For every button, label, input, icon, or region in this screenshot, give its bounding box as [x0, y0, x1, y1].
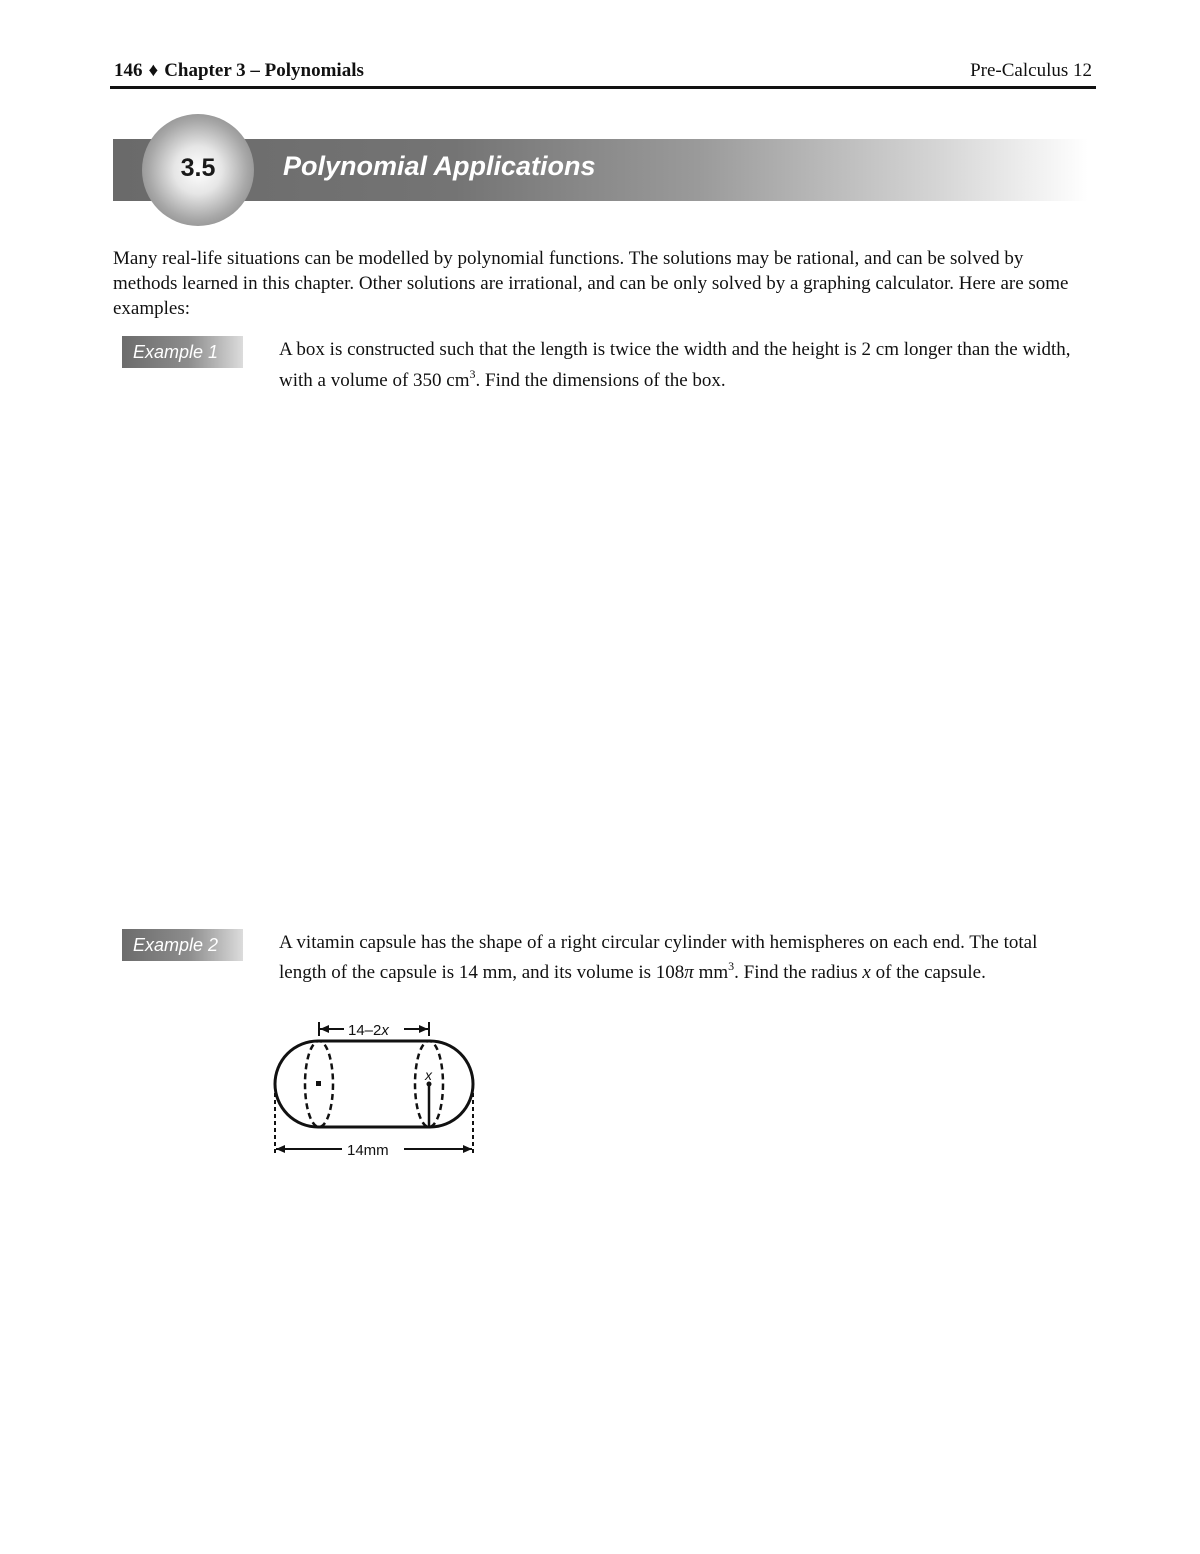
chapter-title: Chapter 3 – Polynomials	[164, 60, 364, 81]
example-2-exponent: 3	[728, 959, 735, 973]
page-number: 146	[114, 60, 143, 81]
example-2-text-end: of the capsule.	[870, 962, 986, 983]
page-header	[110, 58, 1096, 89]
intro-paragraph: Many real-life situations can be modelled by polynomial functions. The solutions may be rational, and can be solved by methods learned in this chapter. Other solutions are irrational, and can be only solved by a graphing calculator. Here are some examples:	[113, 248, 1069, 319]
section-title: Polynomial Applications	[283, 151, 596, 181]
example-2-text	[279, 928, 1089, 988]
example-2-badge: Example 2	[122, 929, 243, 961]
left-center-dot	[316, 1081, 321, 1086]
example-2-text-main: A vitamin capsule has the shape of a right circular cylinder with hemispheres on each end. The total length of the capsule is 14 mm, and its volume is 108	[279, 932, 1038, 983]
example-1-text-end: . Find the dimensions of the box.	[475, 370, 726, 391]
bottom-dimension-label: 14mm	[347, 1142, 389, 1159]
section-number: 3.5	[180, 154, 216, 182]
example-1-exponent: 3	[469, 367, 476, 381]
pi-symbol: π	[684, 962, 694, 983]
top-dimension-label: 14–2x	[348, 1022, 389, 1039]
diamond-icon: ♦	[148, 60, 159, 81]
section-banner	[113, 139, 1088, 201]
header-left	[114, 60, 364, 82]
capsule-diagram	[270, 1016, 480, 1162]
example-1-text	[279, 334, 1089, 396]
radius-label: x	[425, 1067, 432, 1083]
radius-variable: x	[862, 962, 871, 983]
example-2-text-mid: . Find the radius	[734, 962, 863, 983]
course-name: Pre-Calculus 12	[970, 60, 1092, 81]
example-1-text-main: A box is constructed such that the length is twice the width and the height is 2 cm longer than the width, with a volume of 350 cm	[279, 339, 1071, 391]
example-1-badge: Example 1	[122, 336, 243, 368]
example-2-unit: mm	[693, 962, 729, 983]
